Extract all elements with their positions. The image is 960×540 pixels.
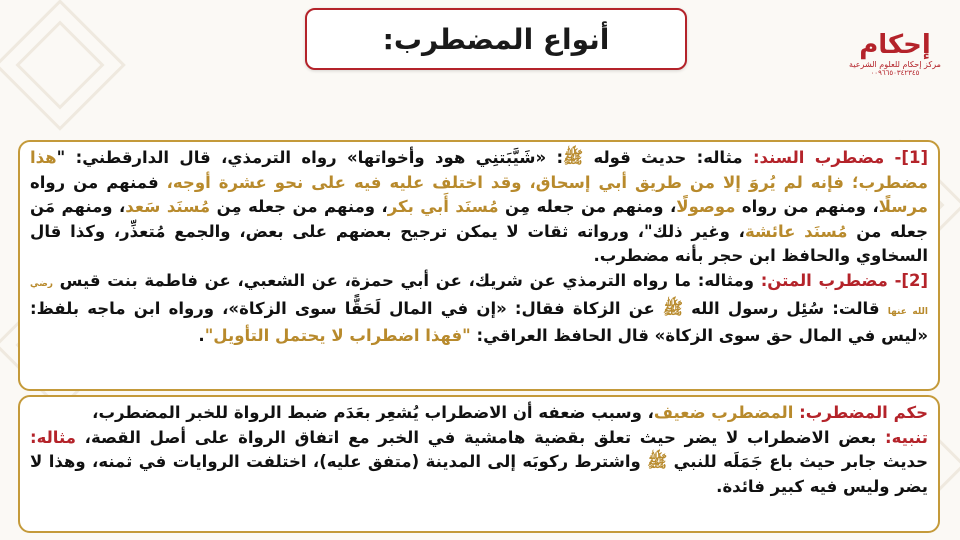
text-segment: : «شَيَّبَتنِي هود وأخواتها» رواه الترمذي، قال الدارقطني: " [56,148,564,167]
text-segment: . [198,326,205,346]
label-matn: [2]- مضطرب المتن: [760,270,929,290]
text-segment: قالت: سُئِل رسول الله [682,298,888,318]
quote-highlight: "فهذا اضطراب لا يحتمل التأويل" [204,326,471,346]
label-example: مثاله: [30,427,76,447]
logo-mark: إحكام [859,30,931,60]
saw-symbol: ﷺ [663,298,683,318]
text-segment: ، وسبب ضعفه أن الاضطراب يُشعِر بعَدَم ضبط الرواة للخبر المضطرب، [92,403,654,422]
paragraph-ruling [30,401,928,499]
quote-highlight: مرسلًا [878,197,929,217]
ruling-box [18,395,940,533]
logo-subtitle: مركز إحكام للعلوم الشرعية [849,60,941,69]
text-segment: عن الزكاة فقال: «إن في المال لَحَقًّا سوى الزكاة»، ورواه ابن ماجه بلفظ: «ليس في المال حق سوى الزكاة» قال الحافظ العراقي: [30,298,928,346]
text-segment: ، ومنهم من جعله مِن [210,197,388,217]
text-segment: بعض الاضطراب لا يضر حيث تعلق بقضية هامشية في الخبر مع اتفاق الرواة على أصل القصة، [75,427,885,447]
paragraph-sanad [30,146,928,269]
label-note: تنبيه: [884,427,928,447]
text-segment: حديث جابر حيث باع جَمَلَه للنبي [667,452,928,472]
examples-box [18,140,940,391]
saw-symbol: ﷺ [563,148,584,167]
text-segment: ، وغير ذلك"، ورواته ثقات لا يمكن ترجيح بعضهم على بعض، والجمع مُتعذِّر، وكذا قال السخاوي والحافظ ابن حجر بأنه مضطرب. [30,221,928,266]
logo [840,30,950,94]
text-segment: فمنهم من رواه [30,172,167,192]
text-segment: ، ومنهم من رواه [735,197,879,217]
quote-highlight: مُسنَد سَعد [125,197,211,217]
saw-symbol: ﷺ [647,452,668,472]
quote-highlight: مُسنَد أَبي بكر [387,197,499,217]
text-segment: مثاله: حديث قوله [583,148,753,167]
text-segment: ، ومنهم مَن جعله من [30,197,928,241]
label-ruling: حكم المضطرب: [799,403,928,422]
logo-phone: ٠٠٩٦٦٥٠٣٤٢٣٤٥ [870,69,920,77]
title-box [305,8,687,70]
quote-highlight: مُسنَد عائشة [744,221,848,241]
quote-highlight: هذا مضطرب؛ فإنه لم يُروَ إلا من طريق أبي إسحاق، وقد اختلف عليه فيه على نحو عشرة أوجه، [30,148,928,192]
page-title: أنواع المضطرب: [382,22,610,56]
ruling-value: المضطرب ضعيف [653,403,800,422]
text-segment: واشترط ركوبَه إلى المدينة (متفق عليه)، اختلفت الروايات في ثمنه، وهذا لا يضر وليس فيه كبير فائدة. [30,452,928,496]
paragraph-matn [30,269,928,349]
label-sanad: [1]- مضطرب السند: [752,148,928,167]
radiallah-symbol: رضي الله عنها [30,278,929,317]
text-segment: ومثاله: ما رواه الترمذي عن شريك، عن أبي حمزة، عن الشعبي، عن فاطمة بنت قيس [52,270,761,290]
text-segment: ، ومنهم من جعله مِن [498,197,677,217]
quote-highlight: موصولًا [676,197,736,217]
